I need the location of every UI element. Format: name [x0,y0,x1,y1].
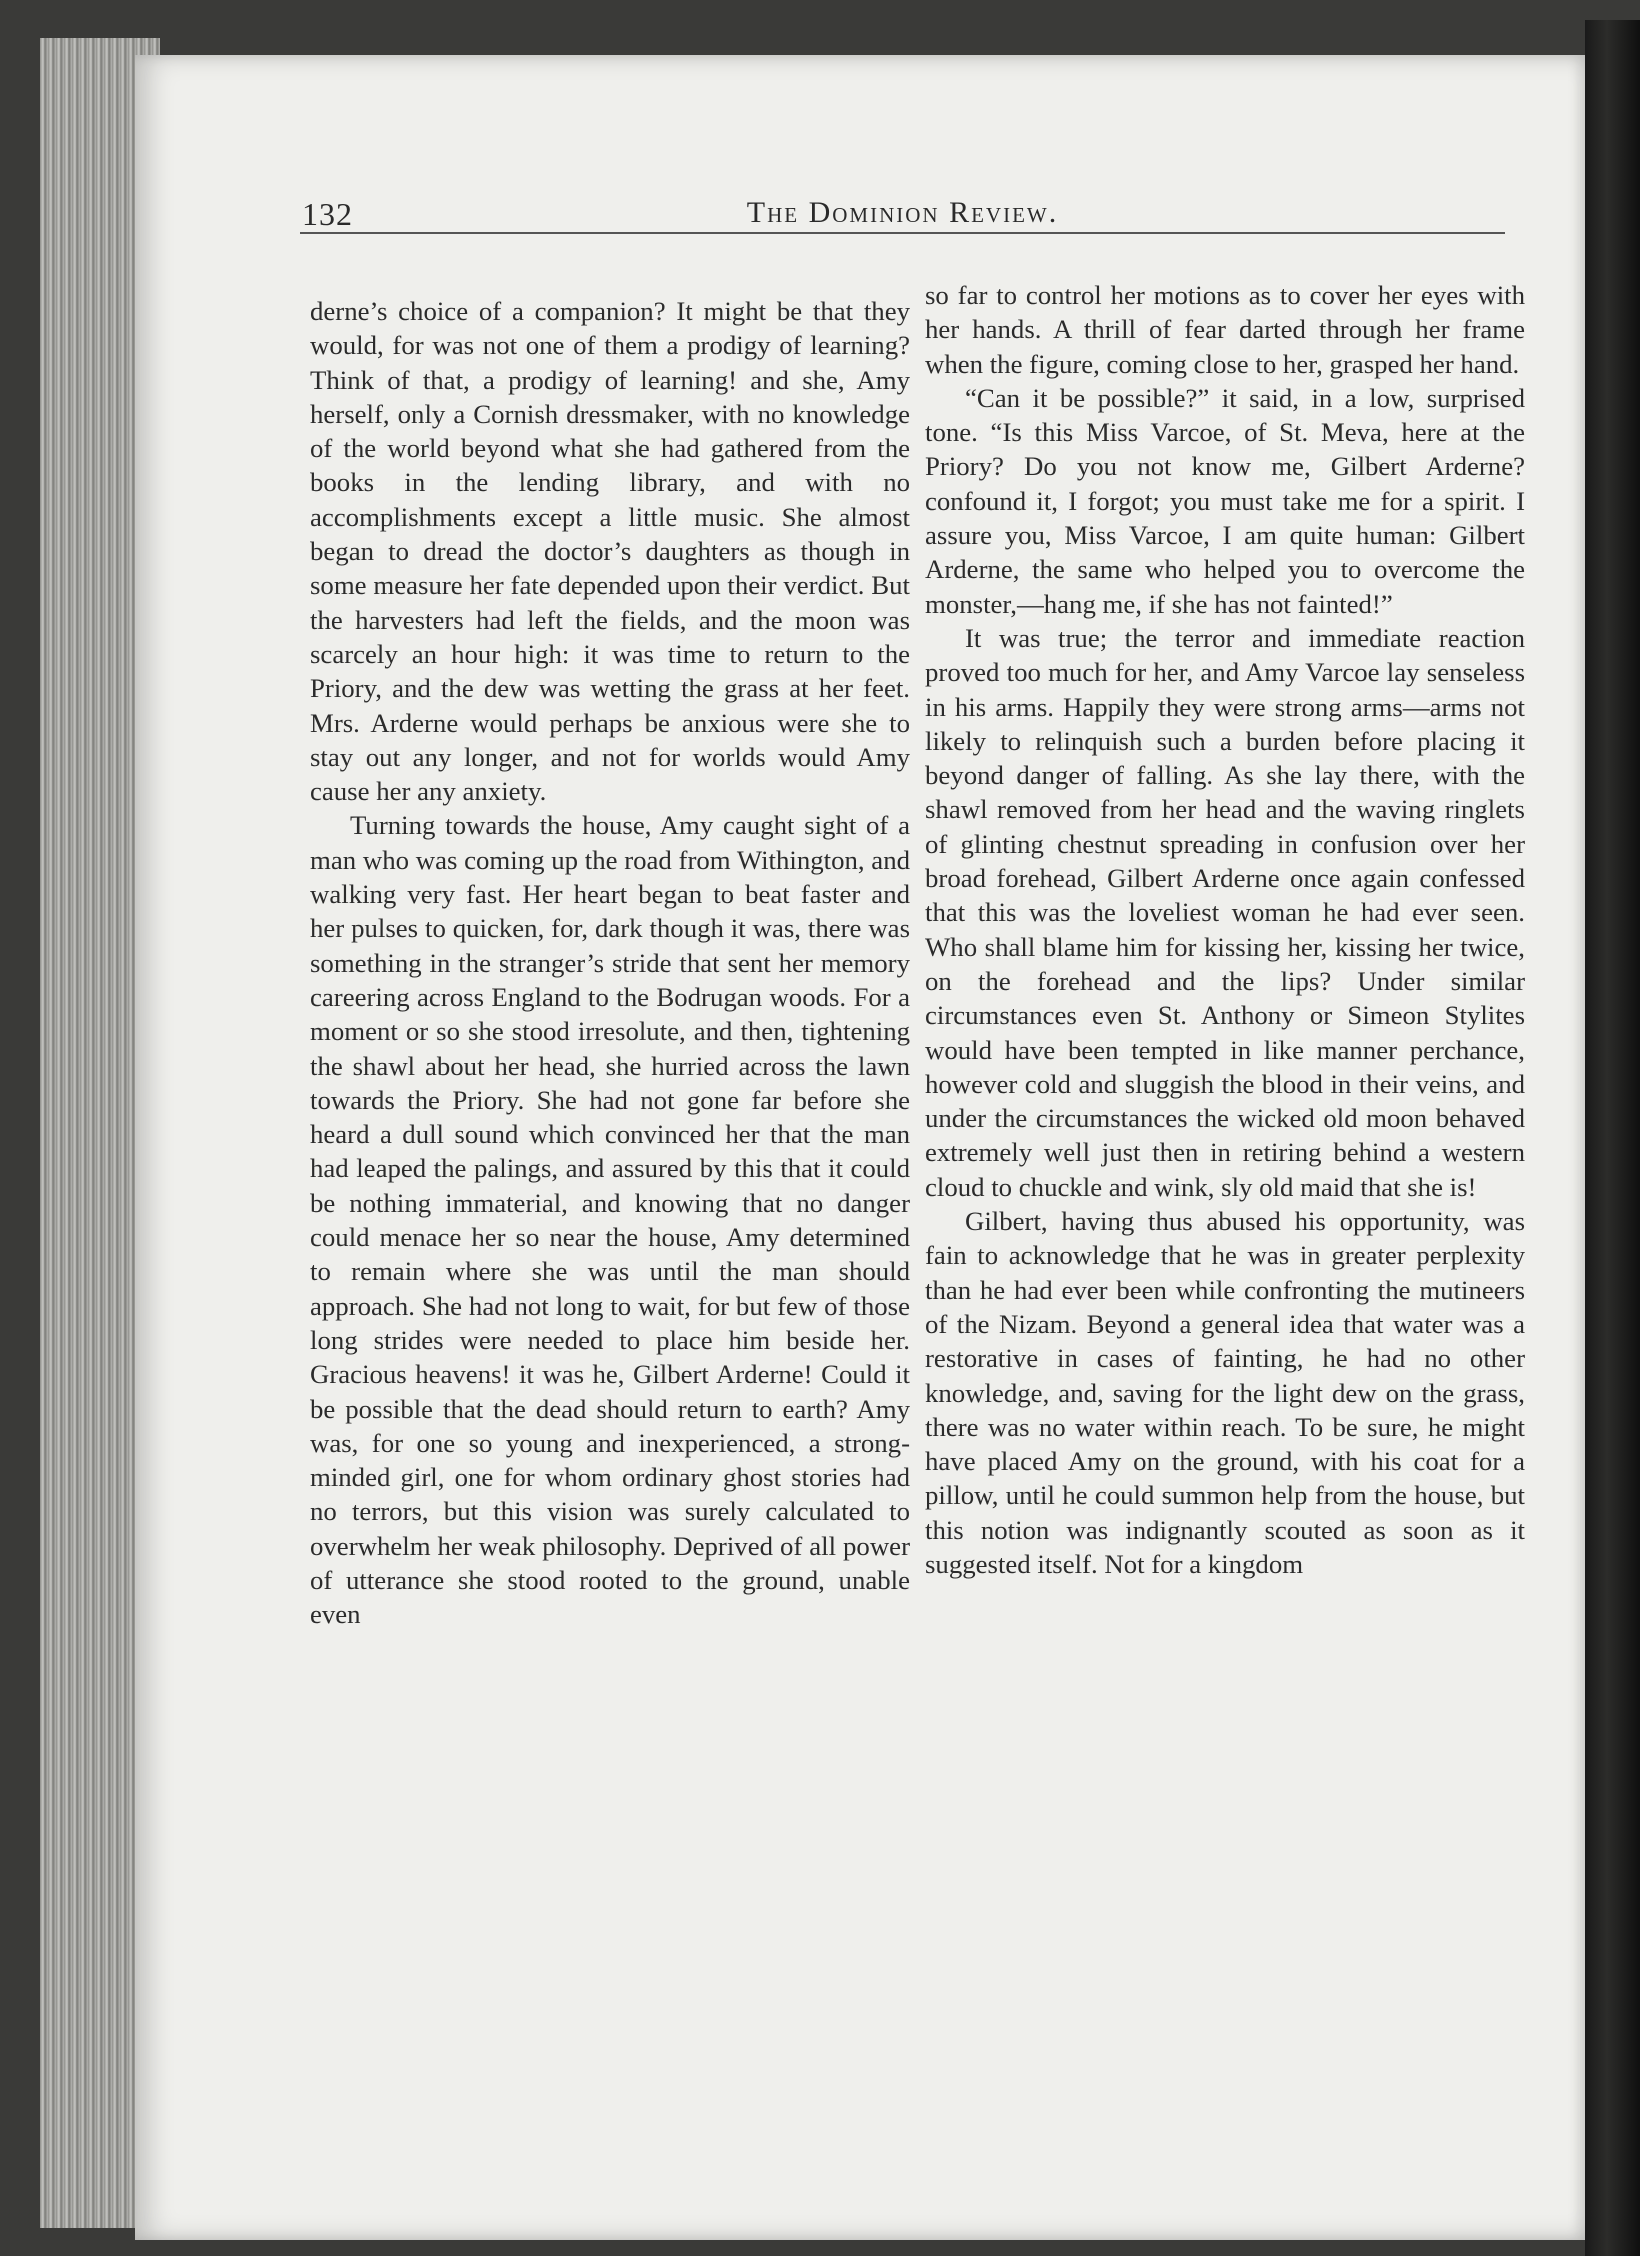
paragraph: derne’s choice of a companion? It might be that they would, for was not one of them a prodigy of learning? Think of that, a prodigy of learning! and she, Amy herself, only a Cornish dressmaker, with no knowledge of the world beyond what she had gathered from the books in the lending library, and with no accomplishments except a little music. She almost began to dread the doctor’s daughters as though in some measure her fate depended upon their verdict. But the harvesters had left the fields, and the moon was scarcely an hour high: it was time to return to the Priory, and the dew was wetting the grass at her feet. Mrs. Arderne would perhaps be anxious were she to stay out any longer, and not for worlds would Amy cause her any anxiety. [310,296,910,807]
running-title: The Dominion Review. [746,196,1059,229]
paragraph: so far to control her motions as to cover her eyes with her hands. A thrill of fear darted through her frame when the figure, coming close to her, grasped her hand. [925,280,1525,379]
right-column [925,278,1525,1581]
facing-page-edge [1585,20,1640,2256]
left-column [310,294,910,1632]
running-header [300,192,1505,234]
page-number: 132 [302,196,353,232]
paragraph: Turning towards the house, Amy caught sight of a man who was coming up the road from Withington, and walking very fast. Her heart began to beat faster and her pulses to quicken, for, dark though it was, there was something in the stranger’s stride that sent her memory careering across England to the Bodrugan woods. For a moment or so she stood irresolute, and then, tightening the shawl about her head, she hurried across the lawn towards the Priory. She had not gone far before she heard a dull sound which convinced her that the man had leaped the palings, and assured by this that it could be nothing immaterial, and knowing that no danger could menace her so near the house, Amy determined to remain where she was until the man should approach. She had not long to wait, for but few of those long strides were needed to place him beside her. Gracious heavens! it was he, Gilbert Arderne! Could it be possible that the dead should return to earth? Amy was, for one so young and inexperienced, a strong-minded girl, one for whom ordinary ghost stories had no terrors, but this vision was surely calculated to overwhelm her weak philosophy. Deprived of all power of utterance she stood rooted to the ground, unable even [310,810,910,1630]
paragraph: Gilbert, having thus abused his opportunity, was fain to acknowledge that he was in greater perplexity than he had ever been while confronting the mutineers of the Nizam. Beyond a general idea that water was a restorative in cases of fainting, he had no other knowledge, and, saving for the light dew on the grass, there was no water within reach. To be sure, he might have placed Amy on the ground, with his coat for a pillow, until he could summon help from the house, but this notion was indignantly scouted as soon as it suggested itself. Not for a kingdom [925,1206,1525,1579]
paragraph: It was true; the terror and immediate reaction proved too much for her, and Amy Varcoe lay senseless in his arms. Happily they were strong arms—arms not likely to relinquish such a burden before placing it beyond danger of falling. As she lay there, with the shawl removed from her head and the waving ringlets of glinting chestnut spreading in confusion over her broad forehead, Gilbert Arderne once again confessed that this was the loveliest woman he had ever seen. Who shall blame him for kissing her, kissing her twice, on the forehead and the lips? Under similar circumstances even St. Anthony or Simeon Stylites would have been tempted in like manner perchance, however cold and sluggish the blood in their veins, and under the circumstances the wicked old moon behaved extremely well just then in retiring behind a western cloud to chuckle and wink, sly old maid that she is! [925,622,1525,1202]
paragraph: “Can it be possible?” it said, in a low, surprised tone. “Is this Miss Varcoe, of St. Meva, here at the Priory? Do you not know me, Gilbert Arderne? confound it, I forgot; you must take me for a spirit. I assure you, Miss Varcoe, I am quite human: Gilbert Arderne, the same who helped you to overcome the monster,—hang me, if she has not fainted!” [925,382,1525,619]
